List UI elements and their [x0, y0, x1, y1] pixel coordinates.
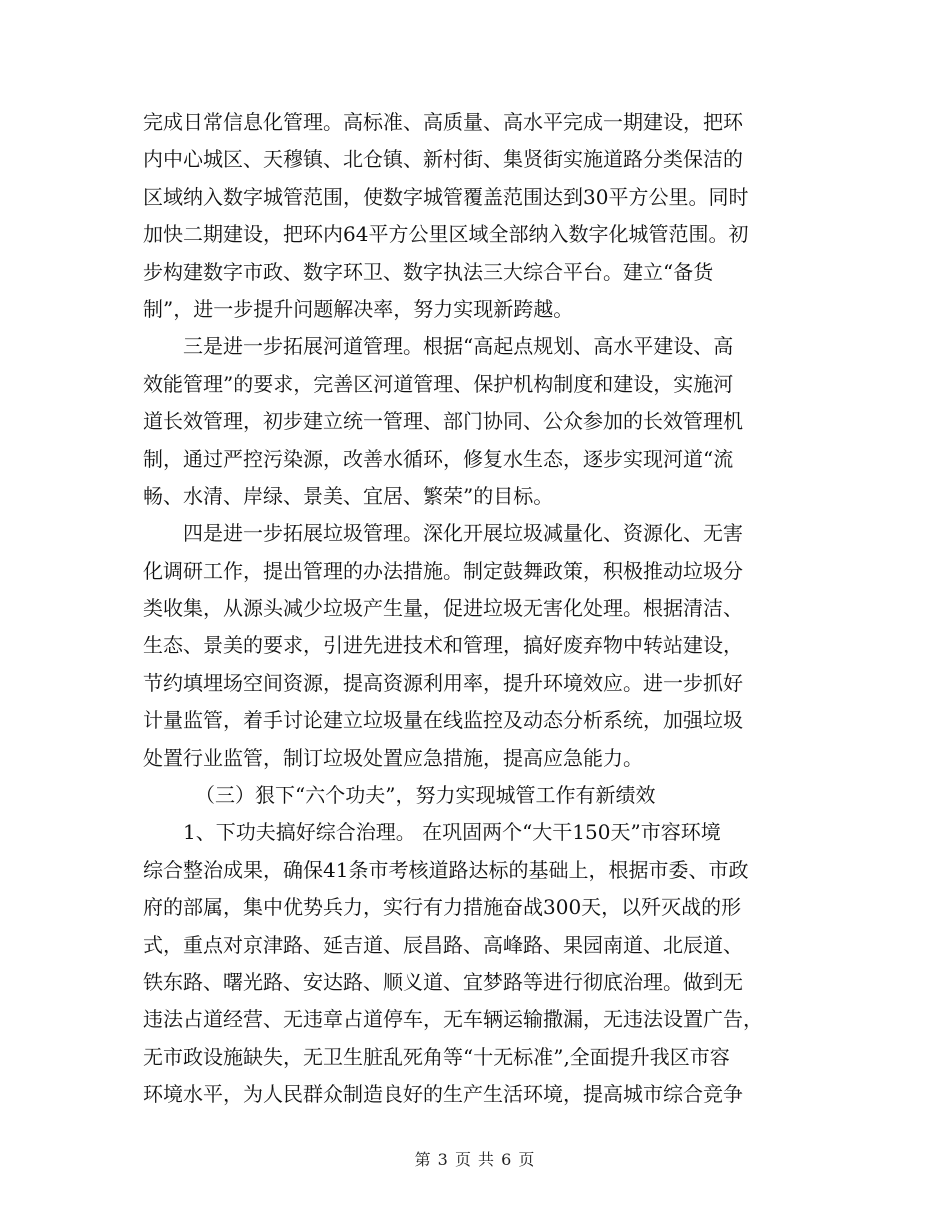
page-number-footer: 第 3 页 共 6 页 [414, 1150, 536, 1169]
text-line: 畅、水清、岸绿、景美、宜居、繁荣”的目标。 [143, 483, 554, 508]
text-line: 类收集，从源头减少垃圾产生量，促进垃圾无害化处理。根据清洁、 [143, 596, 743, 621]
text-line: 制，通过严控污染源，改善水循环，修复水生态，逐步实现河道“流 [143, 446, 734, 471]
text-line: 计量监管，着手讨论建立垃圾量在线监控及动态分析系统，加强垃圾 [143, 708, 743, 733]
document-body [143, 104, 808, 1114]
text-line: 完成日常信息化管理。高标准、高质量、高水平完成一期建设，把环 [143, 110, 743, 134]
text-line: 效能管理”的要求，完善区河道管理、保护机构制度和建设，实施河 [143, 371, 734, 396]
text-line: 节约填埋场空间资源，提高资源利用率，提升环境效应。进一步抓好 [143, 670, 743, 695]
text-line: 区域纳入数字城管范围，使数字城管覆盖范围达到30平方公里。同时 [143, 184, 749, 209]
text-line: 道长效管理，初步建立统一管理、部门协同、公众参加的长效管理机 [143, 409, 743, 434]
text-line: 制”，进一步提升问题解决率，努力实现新跨越。 [143, 296, 574, 321]
text-line: 府的部属，集中优势兵力，实行有力措施奋战300天，以歼灭战的形 [143, 895, 742, 920]
text-line: 处置行业监管，制订垃圾处置应急措施，提高应急能力。 [143, 745, 643, 770]
text-line: 式，重点对京津路、延吉道、辰昌路、高峰路、果园南道、北辰道、 [143, 932, 743, 957]
text-line: 步构建数字市政、数字环卫、数字执法三大综合平台。建立“备货 [143, 259, 714, 284]
paragraph-start-line: 四是进一步拓展垃圾管理。深化开展垃圾减量化、资源化、无害 [183, 521, 743, 546]
paragraph-start-line: 1、下功夫搞好综合治理。 在巩固两个“大干150天”市容环境 [183, 820, 721, 845]
text-line: 无市政设施缺失，无卫生脏乱死角等“十无标准”,全面提升我区市容 [143, 1044, 730, 1069]
text-line: 铁东路、曙光路、安达路、顺义道、宜梦路等进行彻底治理。做到无 [143, 969, 743, 994]
text-line: 加快二期建设，把环内64平方公里区域全部纳入数字化城管范围。初 [143, 222, 749, 247]
text-line: 化调研工作，提出管理的办法措施。制定鼓舞政策，积极推动垃圾分 [143, 558, 743, 583]
paragraph-start-line: 三是进一步拓展河道管理。根据“高起点规划、高水平建设、高 [183, 334, 734, 359]
section-heading: （三）狠下“六个功夫”，努力实现城管工作有新绩效 [195, 783, 656, 808]
text-line: 环境水平，为人民群众制造良好的生产生活环境，提高城市综合竞争 [143, 1082, 743, 1107]
text-line: 综合整治成果，确保41条市考核道路达标的基础上，根据市委、市政 [143, 857, 749, 882]
text-line: 内中心城区、天穆镇、北仓镇、新村街、集贤街实施道路分类保洁的 [143, 147, 743, 172]
text-line: 生态、景美的要求，引进先进技术和管理，搞好废弃物中转站建设， [143, 633, 743, 658]
text-line: 违法占道经营、无违章占道停车，无车辆运输撒漏，无违法设置广告， [143, 1007, 763, 1032]
